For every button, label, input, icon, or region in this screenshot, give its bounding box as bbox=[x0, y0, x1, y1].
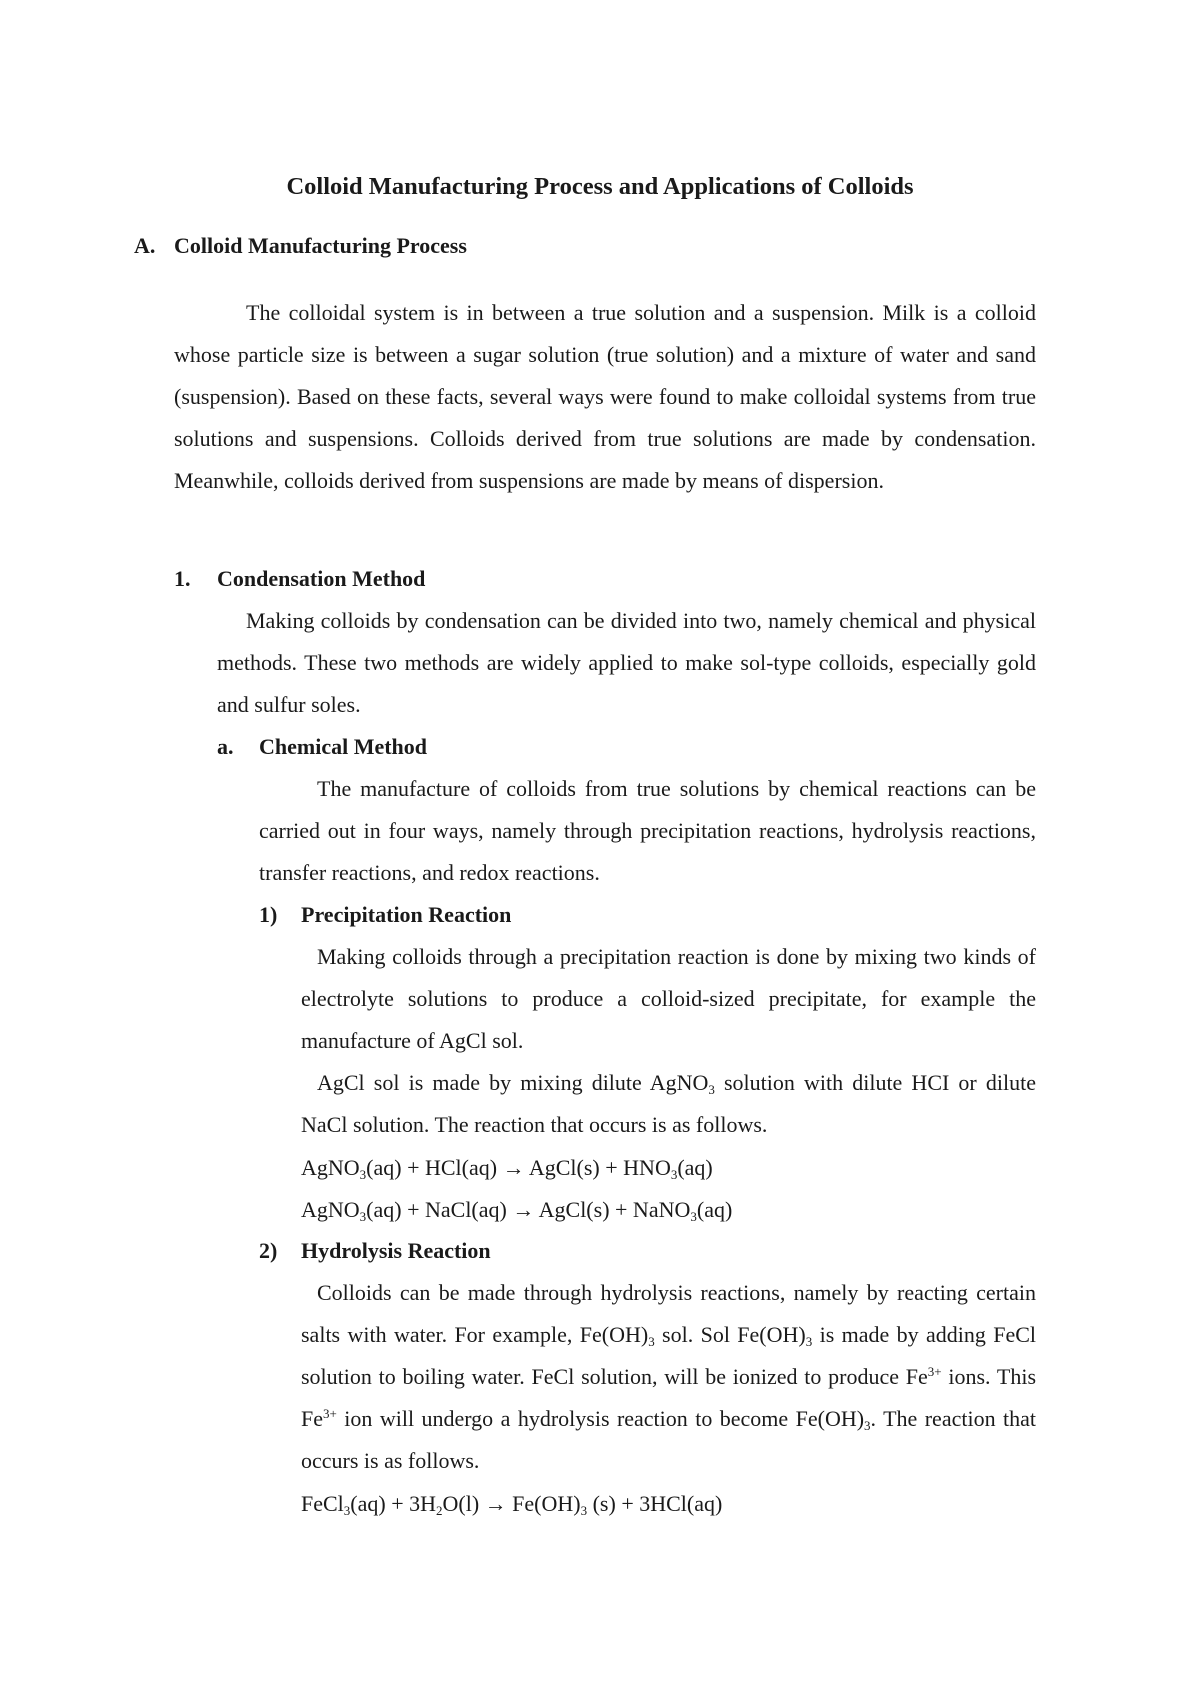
section-a-title: Colloid Manufacturing Process bbox=[174, 233, 467, 258]
chemical-method-label: a. bbox=[217, 734, 234, 759]
equation-agcl-hcl: AgNO$_3$(aq) + HCl(aq) → AgCl(s) + $HNO_3(aq)$ bbox=[301, 1155, 713, 1182]
condensation-paragraph: Making colloids by condensation can be divided into two, namely chemical and physical methods. These two methods are widely applied to make sol-type colloids, especially gold and sulfur soles. bbox=[217, 608, 1036, 717]
chemical-method-paragraph: The manufacture of colloids from true solutions by chemical reactions can be carried out in four ways, namely through precipitation reactions, hydrolysis reactions, transfer reactions, and redox reactions. bbox=[259, 776, 1036, 885]
precipitation-paragraph-1: Making colloids through a precipitation reaction is done by mixing two kinds of electrolyte solutions to produce a colloid-sized precipitate, for example the manufacture of AgCl sol. bbox=[301, 944, 1036, 1053]
hydrolysis-title: Hydrolysis Reaction bbox=[301, 1238, 491, 1263]
hydrolysis-paragraph: Colloids can be made through hydrolysis reactions, namely by reacting certain salts with water. For example, $Fe(OH)_3$ sol. Sol $Fe(OH)_3$ is made by adding FeCl solution to boiling water. FeCl solution, will be ionized to produce $Fe^{3+}$ ions. This $Fe^{3+}$ ion will undergo a hydrolysis reaction to become $Fe(OH)_3$. The reaction that occurs is as follows. bbox=[301, 1280, 1037, 1473]
precipitation-label: 1) bbox=[259, 902, 278, 927]
precipitation-title: Precipitation Reaction bbox=[301, 902, 512, 927]
condensation-title: Condensation Method bbox=[217, 566, 426, 591]
precipitation-paragraph-2: AgCl sol is made by mixing dilute AgNO$_3$ solution with dilute HCI or dilute NaCl solution. The reaction that occurs is as follows. bbox=[301, 1070, 1036, 1137]
document-title: Colloid Manufacturing Process and Applications of Colloids bbox=[286, 173, 914, 200]
condensation-label: 1. bbox=[174, 566, 191, 591]
equation-fecl-hydrolysis: FeCl$_3$(aq) + $3H_2O(l) \to Fe(OH)_3$ (s) + 3HCl(aq) bbox=[301, 1491, 723, 1518]
equation-agcl-nacl: AgNO$_3$(aq) + NaCl(aq) → AgCl(s) + NaNO$_3$(aq) bbox=[301, 1197, 733, 1224]
section-a-label: A. bbox=[134, 233, 156, 258]
section-a-paragraph: The colloidal system is in between a true solution and a suspension. Milk is a colloid whose particle size is between a sugar solution (true solution) and a mixture of water and sand (suspension). Based on these facts, several ways were found to make colloidal systems from true solutions and suspensions. Colloids derived from true solutions are made by condensation. Meanwhile, colloids derived from suspensions are made by means of dispersion. bbox=[174, 300, 1036, 493]
hydrolysis-label: 2) bbox=[259, 1238, 278, 1263]
chemical-method-title: Chemical Method bbox=[259, 734, 428, 759]
